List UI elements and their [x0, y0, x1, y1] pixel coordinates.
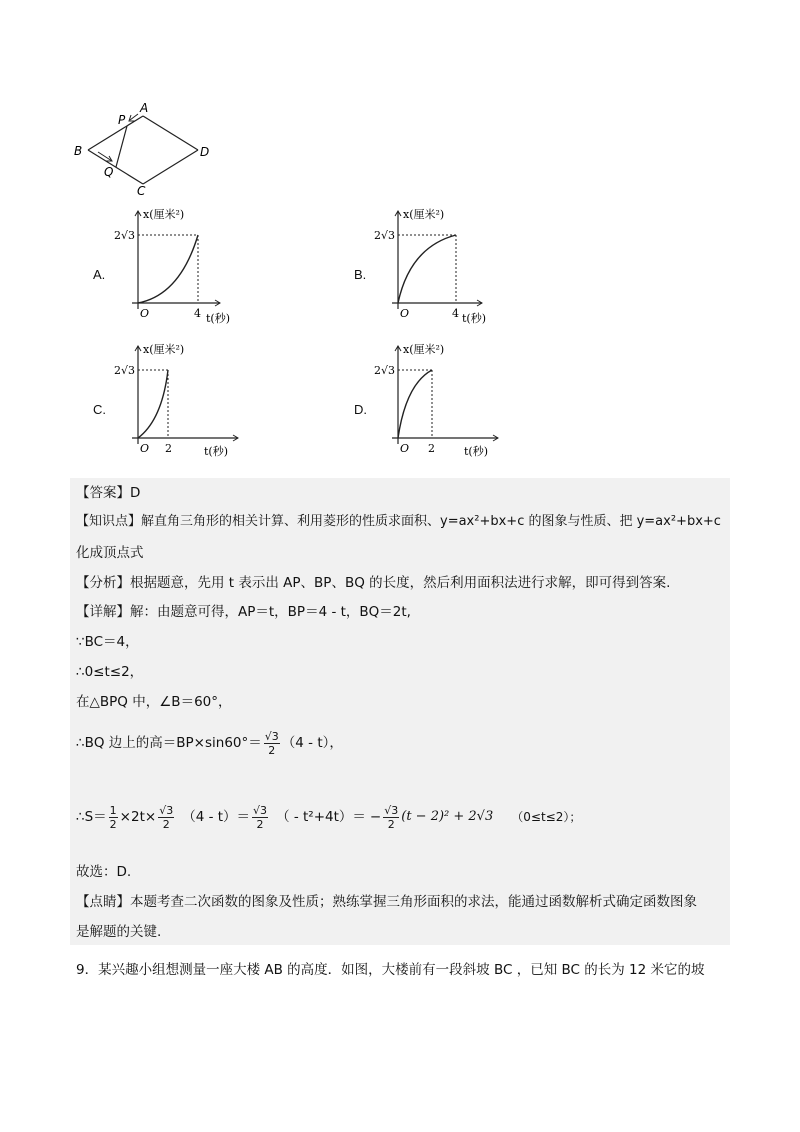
x-axis-label: t(秒) — [464, 445, 489, 458]
option-d-graph — [370, 340, 520, 460]
analysis-line: 【分析】根据题意，先用 t 表示出 AP、BP、BQ 的长度，然后利用面积法进行求解，即可得到答案. — [76, 575, 671, 591]
x-end-label: 2 — [165, 442, 172, 455]
fraction-denominator: 2 — [256, 817, 264, 831]
option-c-graph — [110, 340, 260, 460]
option-a-graph — [110, 205, 260, 325]
detail-6-suffix: （0≤t≤2）； — [511, 810, 582, 824]
x-axis-label: t(秒) — [206, 312, 231, 325]
y-top-label: 2√3 — [114, 364, 136, 377]
option-d-letter: D. — [354, 402, 367, 417]
x-end-label: 2 — [428, 442, 435, 455]
detail-6-mid2: （4 - t）＝ — [182, 809, 251, 825]
option-b-graph — [370, 205, 520, 325]
label-B: B — [74, 144, 83, 158]
label-C: C — [137, 184, 146, 195]
fraction-one-half — [109, 804, 118, 831]
x-axis-label: t(秒) — [462, 312, 487, 325]
fraction-denominator: 2 — [268, 743, 276, 757]
fraction-sqrt3-over-2 — [264, 730, 280, 757]
label-P: P — [118, 113, 126, 127]
x-end-label: 4 — [194, 307, 201, 320]
vertex-expression: (t − 2)² + 2√3 — [401, 809, 494, 824]
option-a-letter: A. — [93, 267, 106, 282]
detail-6-mid3: （ - t²+4t）＝ — [276, 809, 366, 825]
answer-line: 【答案】D — [76, 485, 141, 501]
y-axis-label: x(厘米²) — [143, 343, 185, 356]
option-b-letter: B. — [354, 267, 367, 282]
detail-line-2: ∵BC＝4， — [76, 634, 139, 650]
fraction-numerator: √3 — [159, 803, 174, 817]
origin-label: O — [400, 442, 410, 455]
comment-line-2: 是解题的关键. — [76, 924, 162, 940]
detail-line-4: 在△BPQ 中，∠B＝60°， — [76, 694, 232, 710]
fraction-sqrt3-over-2 — [383, 804, 399, 831]
origin-label: O — [140, 307, 150, 320]
label-A: A — [140, 101, 149, 115]
detail-line-5 — [76, 725, 343, 761]
x-axis-label: t(秒) — [204, 445, 229, 458]
detail-line-1: 【详解】解：由题意可得，AP＝t，BP＝4 - t，BQ＝2t, — [76, 604, 411, 620]
label-D: D — [200, 145, 210, 159]
knowledge-line-1: 【知识点】解直角三角形的相关计算、利用菱形的性质求面积、y=ax²+bx+c 的图象与性质、把 y=ax²+bx+c — [76, 514, 721, 529]
y-top-label: 2√3 — [374, 364, 396, 377]
detail-line-3: ∴0≤t≤2， — [76, 664, 144, 680]
fraction-numerator: √3 — [264, 729, 279, 743]
y-top-label: 2√3 — [114, 229, 136, 242]
comment-line-1: 【点睛】本题考查二次函数的图象及性质；熟练掌握三角形面积的求法，能通过函数解析式确定函数图象 — [76, 894, 697, 910]
detail-5-suffix: （4 - t）， — [281, 735, 343, 751]
option-c-letter: C. — [93, 402, 106, 417]
detail-6-mid1: ×2t× — [119, 809, 157, 825]
detail-5-prefix: ∴BQ 边上的高＝BP×sin60°＝ — [76, 735, 262, 751]
detail-6-prefix: ∴S＝ — [76, 809, 107, 825]
choose-line: 故选：D. — [76, 864, 132, 880]
fraction-denominator: 2 — [162, 817, 170, 831]
question-9: 9．某兴趣小组想测量一座大楼 AB 的高度．如图，大楼前有一段斜坡 BC ，已知 BC 的长为 12 米它的坡 — [76, 962, 705, 978]
rhombus-figure — [68, 100, 218, 195]
fraction-sqrt3-over-2 — [158, 804, 174, 831]
fraction-sqrt3-over-2 — [252, 804, 268, 831]
y-axis-label: x(厘米²) — [143, 208, 185, 221]
y-axis-label: x(厘米²) — [403, 208, 445, 221]
fraction-denominator: 2 — [109, 817, 117, 831]
fraction-numerator: √3 — [384, 803, 399, 817]
fraction-denominator: 2 — [387, 817, 395, 831]
detail-line-6 — [76, 797, 581, 837]
y-top-label: 2√3 — [374, 229, 396, 242]
x-end-label: 4 — [452, 307, 459, 320]
fraction-numerator: √3 — [253, 803, 268, 817]
origin-label: O — [400, 307, 410, 320]
origin-label: O — [140, 442, 150, 455]
minus-sign: − — [369, 809, 382, 825]
label-Q: Q — [104, 165, 114, 179]
knowledge-line-2: 化成顶点式 — [76, 545, 144, 561]
y-axis-label: x(厘米²) — [403, 343, 445, 356]
fraction-numerator: 1 — [109, 803, 117, 817]
